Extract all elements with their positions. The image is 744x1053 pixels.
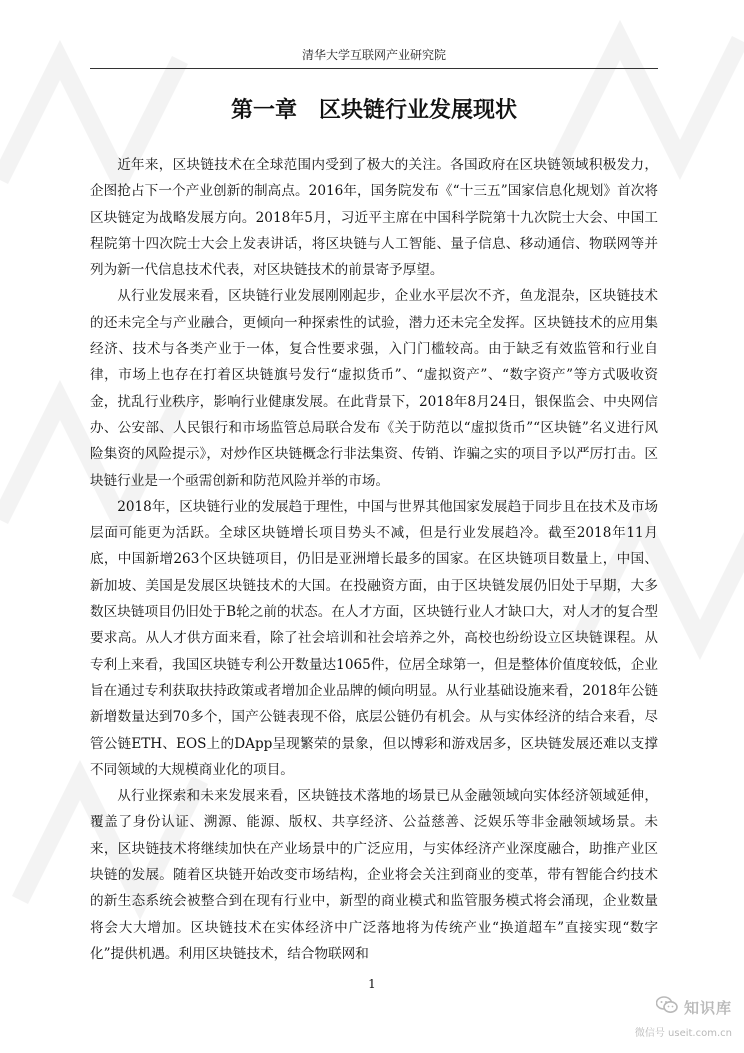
body-text	[90, 152, 658, 967]
running-header: 清华大学互联网产业研究院	[301, 48, 446, 62]
watermark-name: 知识库	[683, 998, 732, 1017]
paragraph: 从行业探索和未来发展来看，区块链技术落地的场景已从金融领域向实体经济领域延伸，覆盖了身份认证、溯源、能源、版权、共享经济、公益慈善、泛娱乐等非金融领域场景。未来，区块链技术将继续加快在产业场景中的广泛应用，与实体经济产业深度融合，助推产业区块链的发展。随着区块链开始改变市场结构，企业将会关注到商业的变革，带有智能合约技术的新生态系统会被整合到在现有行业中，新型的商业模式和监管服务模式将会涌现，企业数量将会大大增加。区块链技术在实体经济中广泛落地将为传统产业“换道超车”直接实现“数字化”提供机遇。利用区块链技术，结合物联网和	[90, 788, 658, 962]
paragraph: 近年来，区块链技术在全球范围内受到了极大的关注。各国政府在区块链领域积极发力，企图抢占下一个产业创新的制高点。2016年，国务院发布《“十三五”国家信息化规划》首次将区块链定为战略发展方向。2018年5月，习近平主席在中国科学院第十九次院士大会、中国工程院第十四次院士大会上发表讲话，将区块链与人工智能、量子信息、移动通信、物联网等并列为新一代信息技术代表，对区块链技术的前景寄予厚望。	[90, 157, 658, 279]
chapter-title: 第一章 区块链行业发展现状	[230, 98, 517, 123]
wechat-icon	[656, 996, 678, 1018]
watermark-account: 微信号 useit.com.cn	[634, 1028, 732, 1039]
wechat-watermark	[612, 996, 732, 1039]
page-number: 1	[368, 977, 376, 991]
paragraph: 2018年，区块链行业的发展趋于理性，中国与世界其他国家发展趋于同步且在技术及市场层面可能更为活跃。全球区块链增长项目势头不减，但是行业发展趋冷。截至2018年11月底，中国新增263个区块链项目，仍旧是亚洲增长最多的国家。在区块链项目数量上，中国、新加坡、美国是发展区块链技术的大国。在投融资方面，由于区块链发展仍旧处于早期，大多数区块链项目仍旧处于B轮之前的状态。在人才方面，区块链行业人才缺口大，对人才的复合型要求高。从人才供方面来看，除了社会培训和社会培养之外，高校也纷纷设立区块链课程。从专利上来看，我国区块链专利公开数量达1065件，位居全球第一，但是整体价值度较低，企业旨在通过专利获取扶持政策或者增加企业品牌的倾向明显。从行业基础设施来看，2018年公链新增数量达到70多个，国产公链表现不俗，底层公链仍有机会。从与实体经济的结合来看，尽管公链ETH、EOS上的DApp呈现繁荣的景象，但以博彩和游戏居多，区块链发展还难以支撑不同领域的大规模商业化的项目。	[90, 498, 658, 778]
paragraph: 从行业发展来看，区块链行业发展刚刚起步，企业水平层次不齐，鱼龙混杂，区块链技术的还未完全与产业融合，更倾向一种探索性的试验，潜力还未完全发挥。区块链技术的应用集经济、技术与各类产业于一体，复合性要求强，入门门槛较高。由于缺乏有效监管和行业自律，市场上也存在打着区块链旗号发行“虚拟货币”、“虚拟资产”、“数字资产”等方式吸收资金，扰乱行业秩序，影响行业健康发展。在此背景下，2018年8月24日，银保监会、中央网信办、公安部、人民银行和市场监管总局联合发布《关于防范以“虚拟货币”“区块链”名义进行风险集资的风险提示》，对炒作区块链概念行非法集资、传销、诈骗之实的项目予以严厉打击。区块链行业是一个亟需创新和防范风险并举的市场。	[90, 288, 658, 489]
header-rule	[90, 68, 658, 69]
